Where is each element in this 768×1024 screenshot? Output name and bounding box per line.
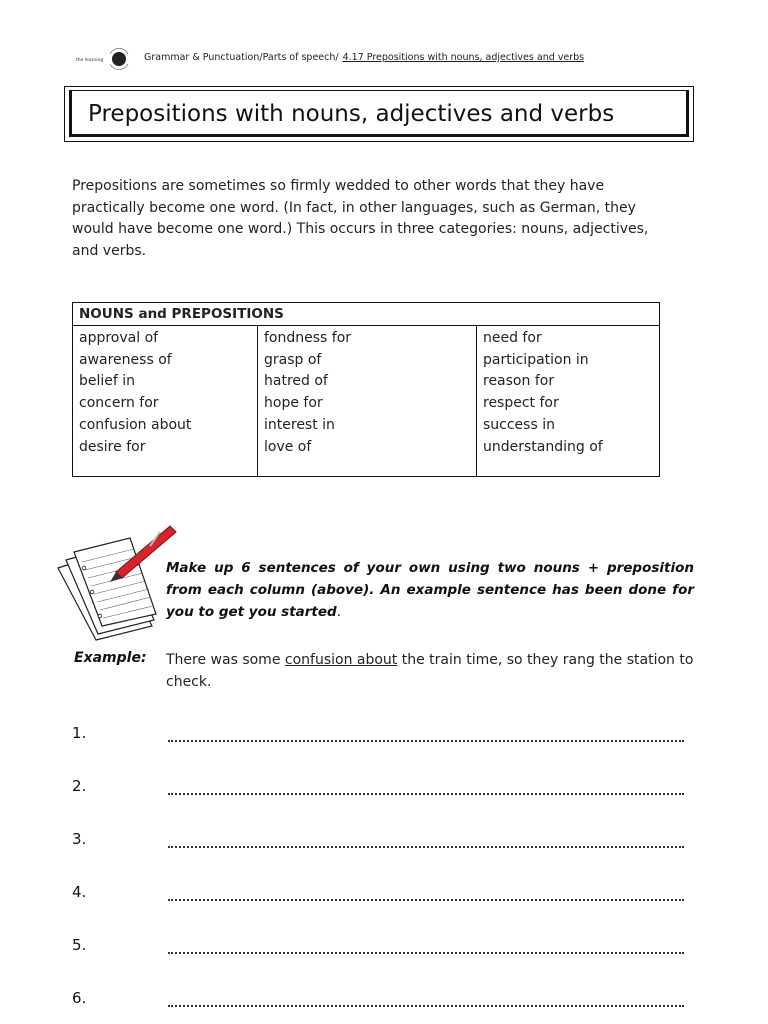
table-column-2 (258, 326, 477, 477)
answer-row-3 (72, 830, 692, 854)
table-cell: respect for (483, 395, 559, 412)
table-column-1 (73, 326, 258, 477)
answer-line[interactable] (168, 793, 684, 795)
table-cell: hope for (264, 395, 323, 412)
answer-line[interactable] (168, 1005, 684, 1007)
answer-line[interactable] (168, 899, 684, 901)
nouns-prepositions-table (72, 302, 660, 477)
page-header (70, 44, 710, 74)
paper-and-pen-icon (54, 522, 178, 642)
example-after: the train time, so they rang the station to check. (166, 652, 694, 690)
table-cell: belief in (79, 373, 136, 390)
table-cell: participation in (483, 351, 589, 368)
example-label: Example: (74, 650, 147, 666)
table-heading: NOUNS and PREPOSITIONS (73, 303, 660, 326)
page-title: Prepositions with nouns, adjectives and verbs (88, 101, 615, 127)
table-cell: hatred of (264, 373, 328, 390)
table-cell: confusion about (79, 416, 192, 433)
answer-number: 3. (72, 830, 87, 848)
table-cell: success in (483, 416, 555, 433)
breadcrumb-path: Grammar & Punctuation/Parts of speech/ (144, 52, 339, 63)
table-cell: love of (264, 438, 312, 455)
answer-number: 4. (72, 883, 87, 901)
answer-number: 2. (72, 777, 87, 795)
title-box (64, 86, 694, 142)
table-cell: fondness for (264, 330, 352, 346)
answer-number: 6. (72, 989, 87, 1007)
answer-row-5 (72, 936, 692, 960)
example-sentence (166, 650, 696, 693)
answer-row-4 (72, 883, 692, 907)
table-cell: interest in (264, 416, 335, 433)
answer-number: 1. (72, 724, 87, 742)
example-underlined-phrase: confusion about (284, 652, 398, 668)
table-cell: concern for (79, 395, 159, 412)
table-cell: approval of (79, 330, 159, 346)
breadcrumb-lesson: 4.17 Prepositions with nouns, adjectives and verbs (342, 52, 585, 63)
instruction-period: . (336, 604, 341, 620)
answer-line[interactable] (168, 846, 684, 848)
table-row (73, 326, 660, 477)
table-column-3 (477, 326, 660, 477)
answer-line[interactable] (168, 740, 684, 742)
answer-row-2 (72, 777, 692, 801)
instruction-text (166, 557, 694, 623)
table-cell: reason for (483, 373, 555, 390)
table-cell: understanding of (483, 438, 603, 455)
table-cell: grasp of (264, 351, 322, 368)
instruction-main: Make up 6 sentences of your own using two nouns + preposition from each column (above). An example sentence has been done for you to get you started (166, 560, 694, 620)
table-header-row (73, 303, 660, 326)
answer-line[interactable] (168, 952, 684, 954)
title-frame (69, 90, 689, 137)
table-cell: desire for (79, 438, 146, 455)
intro-paragraph: Prepositions are sometimes so firmly wedded to other words that they have practically become one word. (In fact, in other languages, such as German, they would have become one word.) This occurs in three categories: nouns, adjectives, and verbs. (72, 178, 649, 259)
table-cell: awareness of (79, 351, 172, 368)
answer-row-1 (72, 724, 692, 748)
learner-logo-icon (74, 46, 134, 72)
table-cell: need for (483, 330, 542, 346)
answer-number: 5. (72, 936, 87, 954)
breadcrumb (144, 52, 584, 63)
example-before: There was some (166, 652, 285, 668)
logo-text: the learning (76, 58, 104, 63)
answer-row-6 (72, 989, 692, 1013)
